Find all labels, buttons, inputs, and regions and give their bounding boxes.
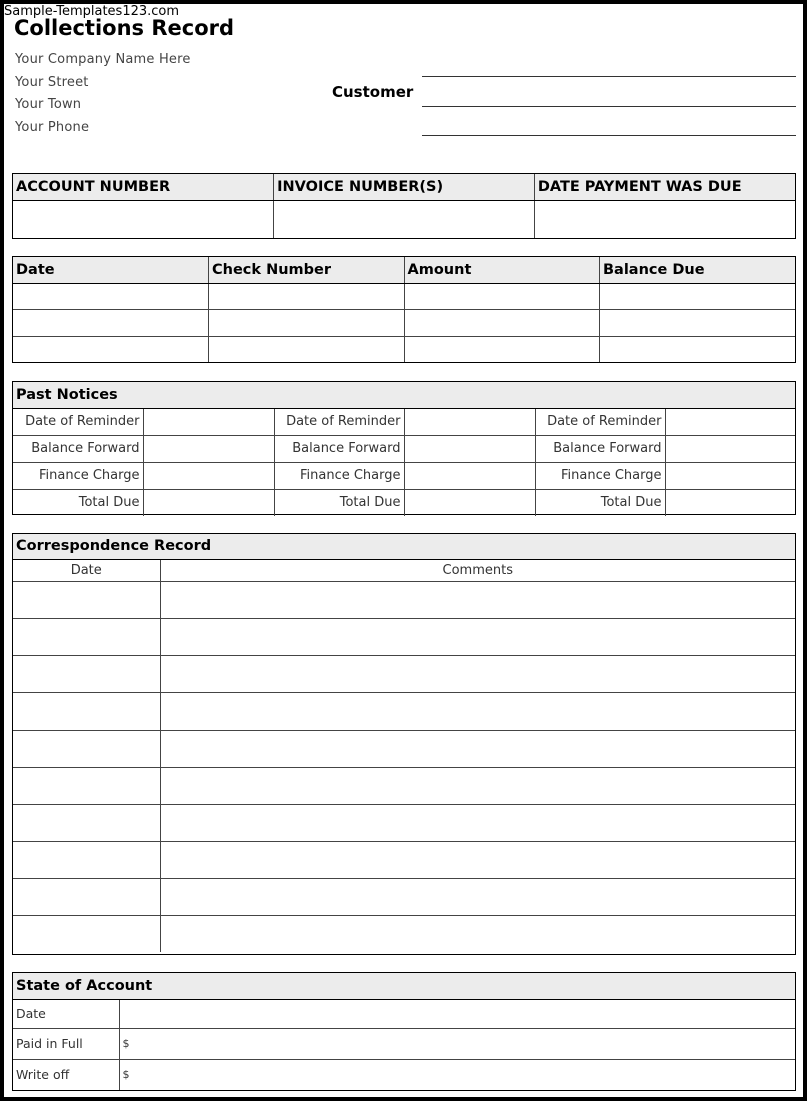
date-of-reminder-label: Date of Reminder (13, 408, 143, 435)
header-account-number: ACCOUNT NUMBER (13, 174, 274, 200)
balance-forward-cell[interactable] (665, 435, 795, 462)
table-row (13, 767, 795, 804)
date-of-reminder-cell[interactable] (665, 408, 795, 435)
finance-charge-cell[interactable] (143, 462, 274, 489)
correspondence-comment-cell[interactable] (160, 655, 795, 692)
table-row (13, 1059, 795, 1090)
finance-charge-cell[interactable] (404, 462, 535, 489)
correspondence-date-cell[interactable] (13, 655, 160, 692)
date-of-reminder-cell[interactable] (404, 408, 535, 435)
customer-label: Customer (332, 83, 414, 101)
state-of-account-section (12, 972, 796, 1091)
correspondence-title: Correspondence Record (13, 534, 795, 559)
amount-cell[interactable] (404, 283, 600, 309)
table-row (13, 336, 795, 362)
correspondence-date-cell[interactable] (13, 915, 160, 952)
table-row (13, 283, 795, 309)
total-due-label: Total Due (274, 489, 404, 516)
table-row (13, 878, 795, 915)
correspondence-comment-cell[interactable] (160, 804, 795, 841)
amount-cell[interactable] (404, 336, 600, 362)
check-number-cell[interactable] (209, 336, 405, 362)
total-due-cell[interactable] (404, 489, 535, 516)
table-row (13, 999, 795, 1028)
write-off-label: Write off (13, 1059, 119, 1090)
account-number-cell[interactable] (13, 200, 274, 238)
company-phone: Your Phone (15, 120, 90, 135)
correspondence-date-header: Date (13, 559, 160, 581)
total-due-label: Total Due (535, 489, 665, 516)
invoice-numbers-cell[interactable] (274, 200, 535, 238)
state-date-cell[interactable] (119, 999, 795, 1028)
correspondence-section (12, 533, 796, 955)
date-of-reminder-label: Date of Reminder (274, 408, 404, 435)
finance-charge-cell[interactable] (665, 462, 795, 489)
watermark: Sample-Templates123.com (4, 4, 180, 19)
company-name: Your Company Name Here (15, 52, 191, 67)
balance-due-cell[interactable] (600, 309, 796, 336)
table-row (13, 462, 795, 489)
write-off-cell[interactable]: $ (119, 1059, 795, 1090)
correspondence-comment-cell[interactable] (160, 692, 795, 730)
table-row (13, 841, 795, 878)
header-invoice-numbers: INVOICE NUMBER(S) (274, 174, 535, 200)
collections-record-form (4, 4, 803, 1097)
correspondence-comment-cell[interactable] (160, 915, 795, 952)
table-row (13, 915, 795, 952)
table-row (13, 1028, 795, 1059)
header-balance-due: Balance Due (600, 257, 796, 283)
header-check-number: Check Number (209, 257, 405, 283)
header-date: Date (13, 257, 209, 283)
correspondence-comments-header: Comments (160, 559, 795, 581)
state-of-account-title: State of Account (13, 973, 795, 999)
table-row (13, 581, 795, 618)
correspondence-date-cell[interactable] (13, 692, 160, 730)
correspondence-date-cell[interactable] (13, 841, 160, 878)
balance-forward-label: Balance Forward (274, 435, 404, 462)
table-row (13, 618, 795, 655)
balance-forward-label: Balance Forward (535, 435, 665, 462)
company-town: Your Town (15, 97, 82, 112)
correspondence-date-cell[interactable] (13, 581, 160, 618)
correspondence-comment-cell[interactable] (160, 878, 795, 915)
past-notices-section (12, 381, 796, 515)
date-payment-due-cell[interactable] (534, 200, 795, 238)
balance-forward-cell[interactable] (143, 435, 274, 462)
company-street: Your Street (15, 75, 89, 90)
correspondence-date-cell[interactable] (13, 767, 160, 804)
customer-line-3[interactable] (422, 135, 796, 136)
finance-charge-label: Finance Charge (535, 462, 665, 489)
balance-due-cell[interactable] (600, 336, 796, 362)
balance-forward-cell[interactable] (404, 435, 535, 462)
table-row (13, 309, 795, 336)
check-number-cell[interactable] (209, 283, 405, 309)
correspondence-comment-cell[interactable] (160, 730, 795, 767)
paid-in-full-cell[interactable]: $ (119, 1028, 795, 1059)
date-of-reminder-label: Date of Reminder (535, 408, 665, 435)
total-due-cell[interactable] (665, 489, 795, 516)
state-date-label: Date (13, 999, 119, 1028)
date-of-reminder-cell[interactable] (143, 408, 274, 435)
total-due-cell[interactable] (143, 489, 274, 516)
table-row (13, 655, 795, 692)
correspondence-date-cell[interactable] (13, 804, 160, 841)
table-row (13, 408, 795, 435)
table-row (13, 435, 795, 462)
header-amount: Amount (404, 257, 600, 283)
amount-cell[interactable] (404, 309, 600, 336)
table-row (13, 692, 795, 730)
check-number-cell[interactable] (209, 309, 405, 336)
correspondence-comment-cell[interactable] (160, 767, 795, 804)
page-title: Collections Record (14, 16, 235, 40)
correspondence-date-cell[interactable] (13, 878, 160, 915)
payment-date-cell[interactable] (13, 309, 209, 336)
table-row (13, 804, 795, 841)
customer-line-1[interactable] (422, 76, 796, 77)
correspondence-date-cell[interactable] (13, 618, 160, 655)
finance-charge-label: Finance Charge (13, 462, 143, 489)
balance-forward-label: Balance Forward (13, 435, 143, 462)
correspondence-comment-cell[interactable] (160, 581, 795, 618)
balance-due-cell[interactable] (600, 283, 796, 309)
correspondence-date-cell[interactable] (13, 730, 160, 767)
correspondence-comment-cell[interactable] (160, 841, 795, 878)
payment-date-cell[interactable] (13, 283, 209, 309)
customer-line-2[interactable] (422, 106, 796, 107)
payment-date-cell[interactable] (13, 336, 209, 362)
paid-in-full-label: Paid in Full (13, 1028, 119, 1059)
finance-charge-label: Finance Charge (274, 462, 404, 489)
header-date-payment-due: DATE PAYMENT WAS DUE (534, 174, 795, 200)
past-notices-title: Past Notices (13, 382, 795, 408)
table-row (13, 730, 795, 767)
account-section (12, 173, 796, 239)
payments-section (12, 256, 796, 363)
total-due-label: Total Due (13, 489, 143, 516)
correspondence-comment-cell[interactable] (160, 618, 795, 655)
table-row (13, 489, 795, 516)
